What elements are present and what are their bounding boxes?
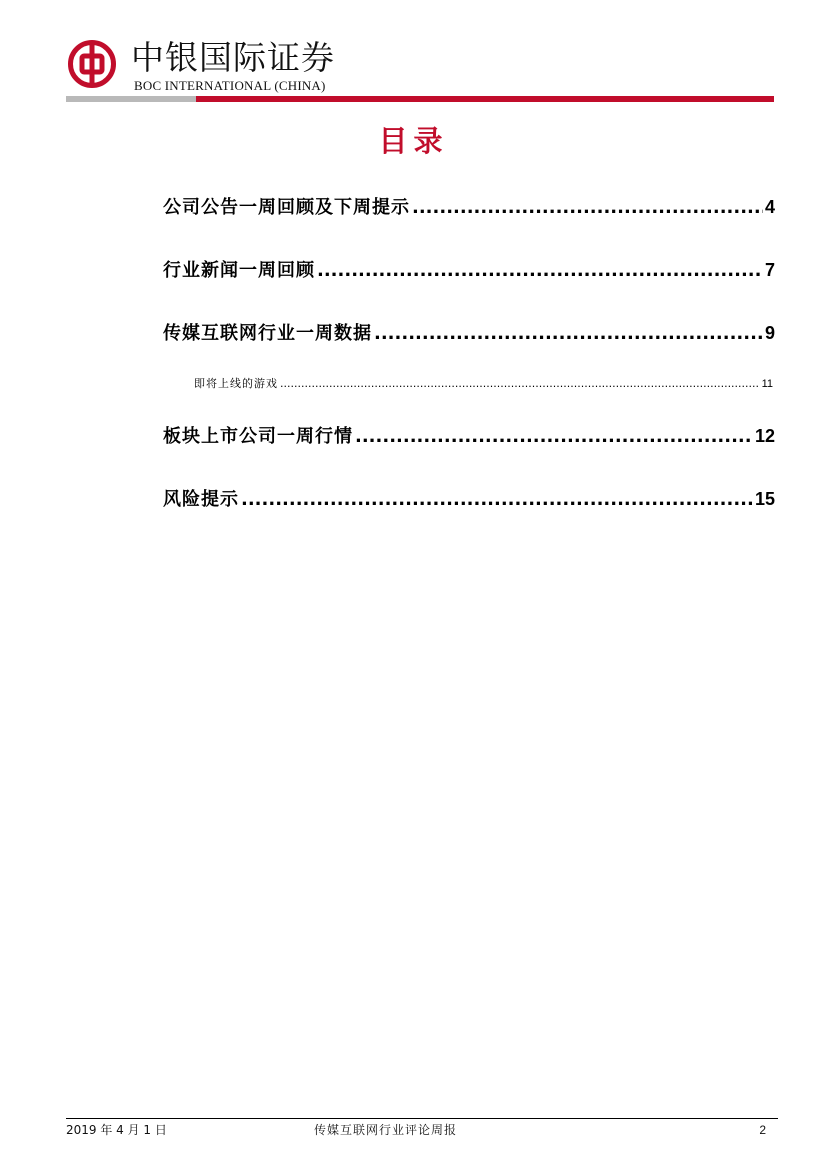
toc-entry-text: 传媒互联网行业一周数据	[163, 323, 372, 344]
toc-entry-page: 7	[764, 260, 775, 280]
boc-logo-icon	[68, 40, 116, 88]
page-footer	[66, 1121, 766, 1139]
toc-entry-text: 板块上市公司一周行情	[163, 426, 353, 447]
toc-entry-text: 风险提示	[163, 489, 239, 510]
toc-leader	[241, 487, 753, 513]
toc-entry[interactable]	[163, 423, 775, 449]
toc-entry-page: 9	[764, 323, 775, 343]
toc-entry[interactable]	[163, 194, 775, 220]
header-rule-accent	[66, 96, 196, 102]
toc-leader	[317, 258, 763, 284]
toc-entry[interactable]	[163, 486, 775, 512]
toc-entry-page: 15	[754, 489, 775, 509]
toc-entry-page: 4	[764, 197, 775, 217]
footer-date: 2019 年 4 月 1 日	[66, 1123, 167, 1137]
toc-leader	[355, 424, 753, 450]
toc-entry-page: 11	[761, 378, 773, 390]
toc-entry-text: 公司公告一周回顾及下周提示	[163, 197, 410, 218]
toc-leader	[280, 376, 760, 392]
company-name-cn: 中银国际证券	[131, 38, 335, 77]
toc-entry[interactable]	[163, 320, 775, 346]
toc-title: 目录	[378, 124, 449, 158]
toc-entry-text: 行业新闻一周回顾	[163, 260, 315, 281]
toc-leader	[374, 321, 763, 347]
toc-subentry[interactable]	[194, 376, 773, 392]
footer-page-number: 2	[759, 1123, 766, 1137]
toc-entry[interactable]	[163, 257, 775, 283]
page-header	[0, 0, 827, 105]
toc-entry-page: 12	[754, 426, 775, 446]
company-name-en: BOC INTERNATIONAL (CHINA)	[134, 78, 326, 93]
footer-rule	[66, 1118, 778, 1119]
toc-leader	[412, 195, 763, 221]
toc-entry-text: 即将上线的游戏	[194, 377, 278, 390]
footer-report-title: 传媒互联网行业评论周报	[314, 1123, 458, 1137]
